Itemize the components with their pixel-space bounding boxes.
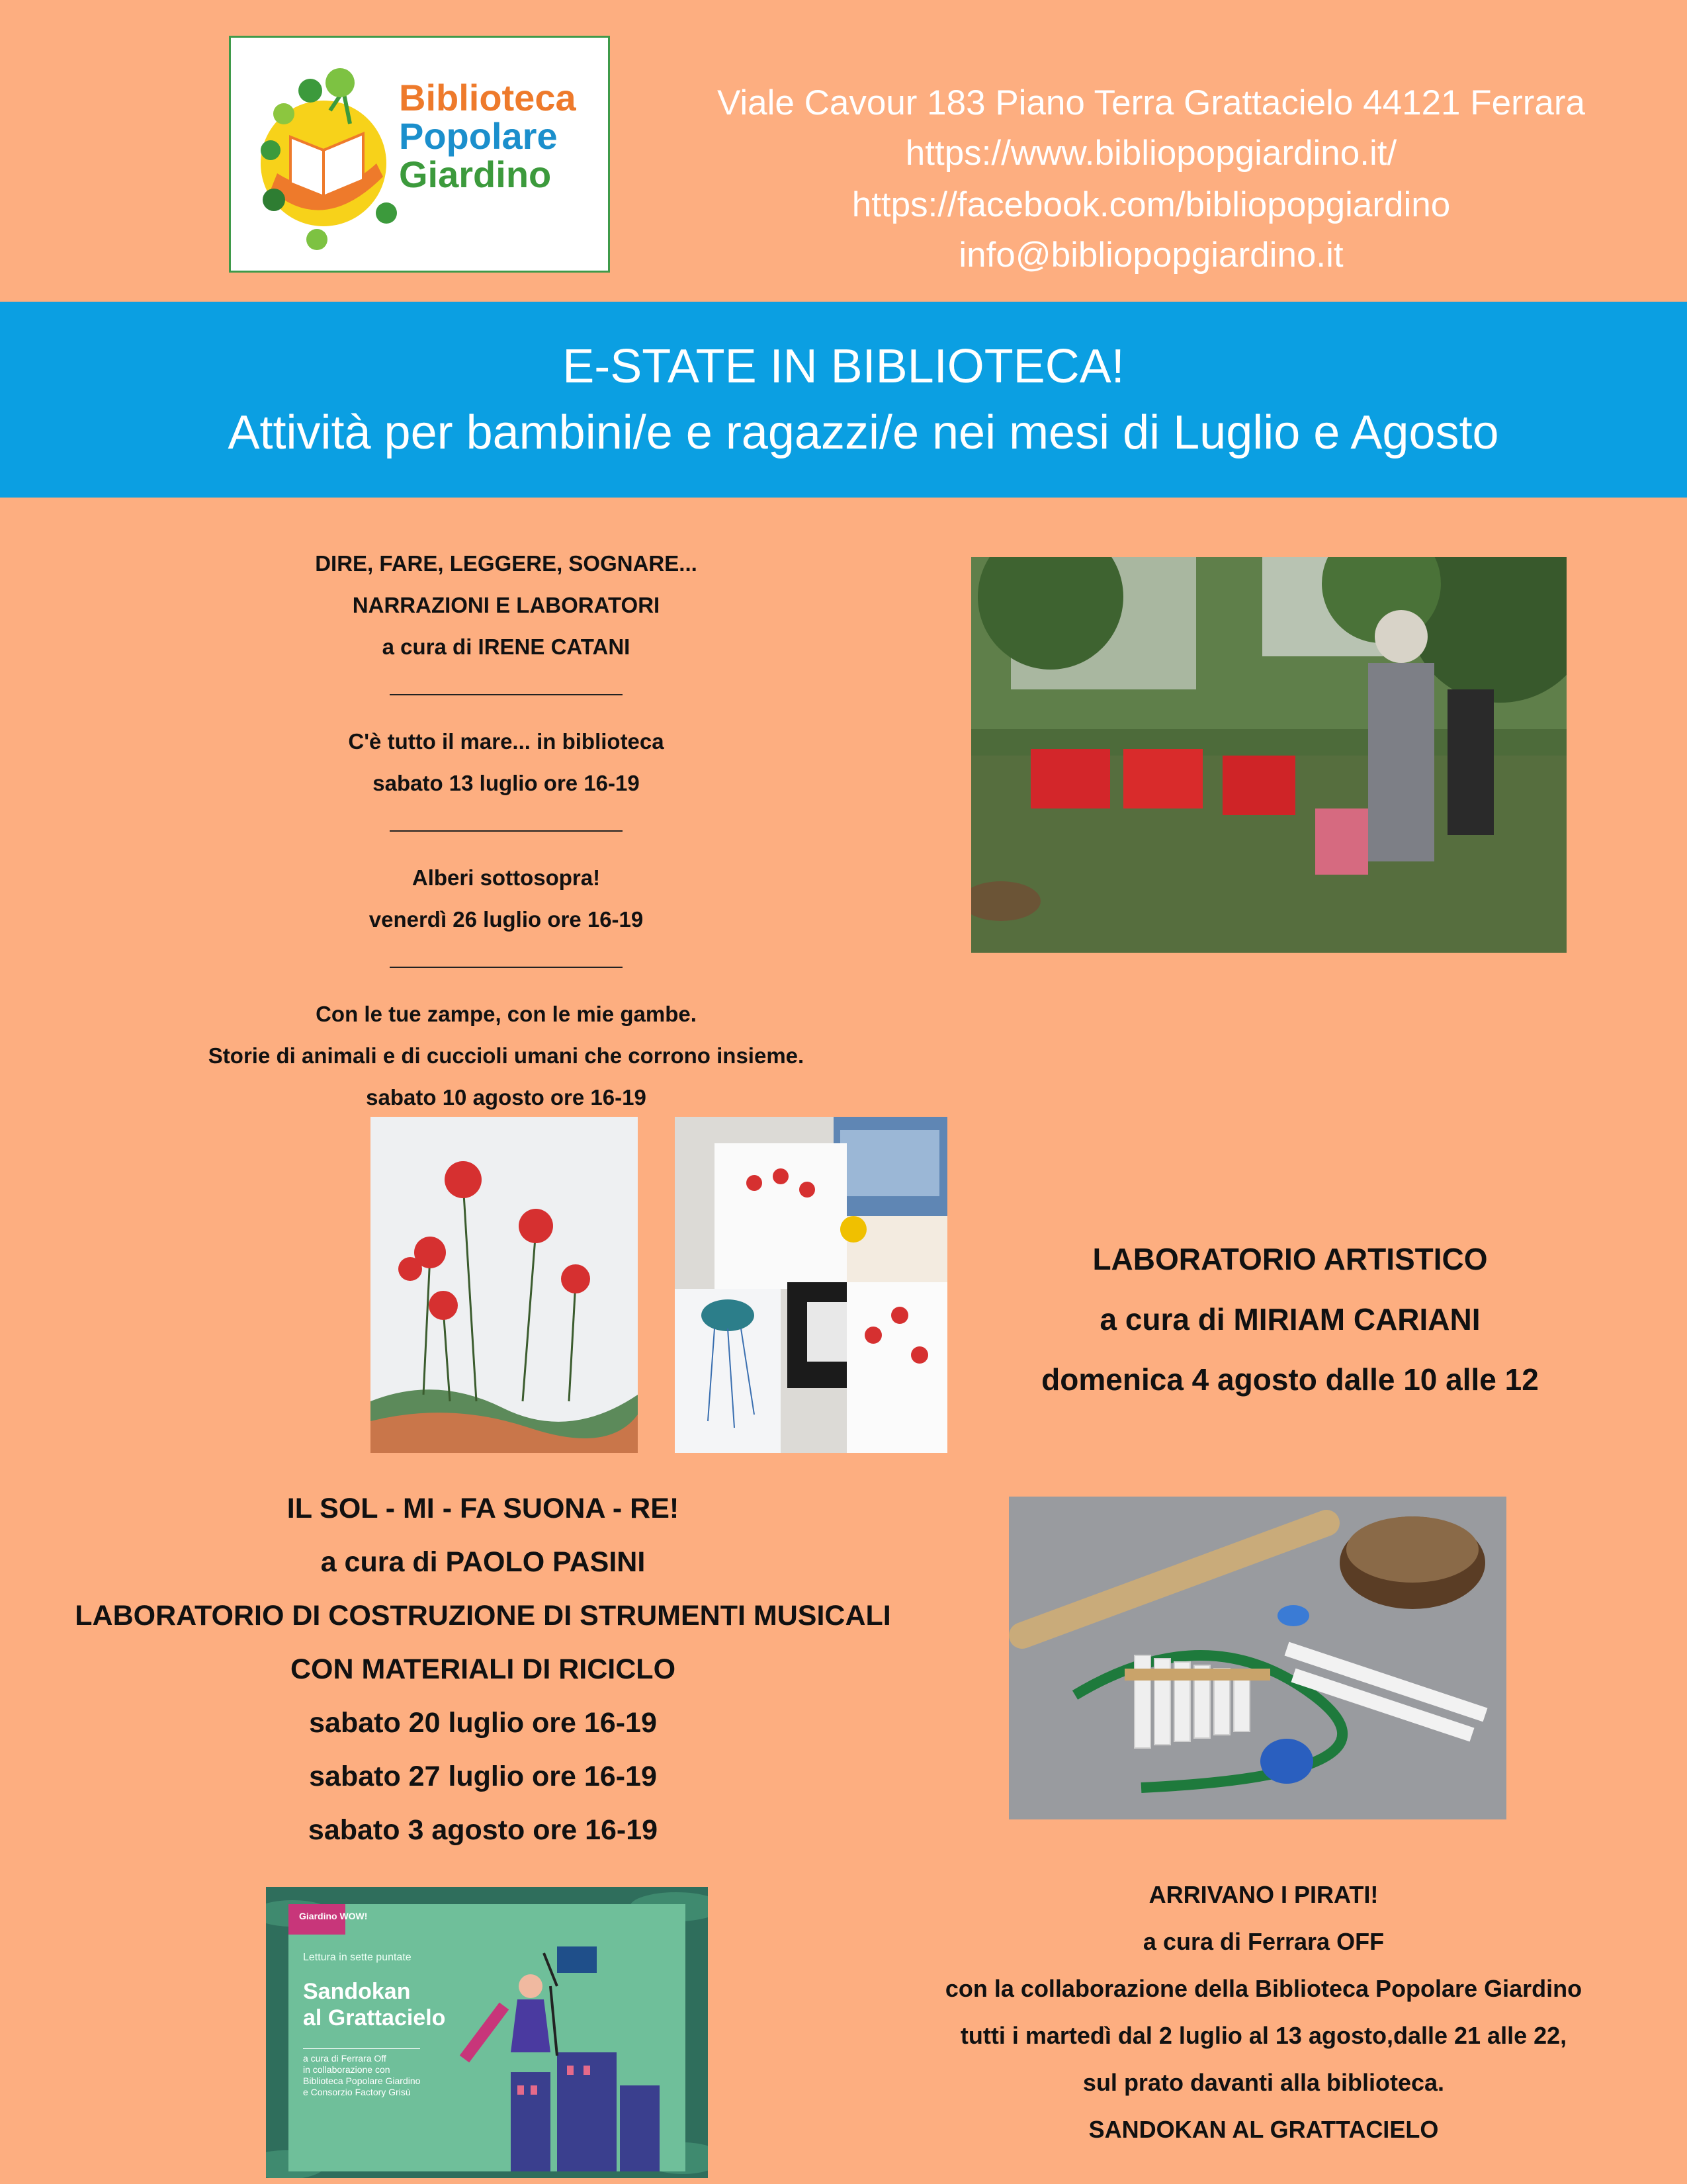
musica-description-1: LABORATORIO DI COSTRUZIONE DI STRUMENTI MUSICALI <box>75 1600 891 1632</box>
musica-date-2: sabato 27 luglio ore 16-19 <box>309 1761 657 1792</box>
poster-credit-4: e Consorzio Factory Grisù <box>303 2087 411 2097</box>
facebook-link[interactable]: https://facebook.com/bibliopopgiardino <box>851 185 1451 224</box>
event-1-title: C'è tutto il mare... in biblioteca <box>348 729 664 754</box>
narrazioni-heading-1: DIRE, FARE, LEGGERE, SOGNARE... <box>315 551 697 576</box>
logo-line-2: Popolare <box>399 115 558 157</box>
narrazioni-heading-2: NARRAZIONI E LABORATORI <box>352 593 660 617</box>
separator-line <box>390 694 623 695</box>
musica-section <box>26 1482 939 1857</box>
poster-title-line-1: Sandokan <box>303 1979 411 2004</box>
artistico-curator: a cura di MIRIAM CARIANI <box>1100 1302 1481 1336</box>
separator-line <box>390 967 623 968</box>
website-link[interactable]: https://www.bibliopopgiardino.it/ <box>905 134 1397 173</box>
park-reading-photo <box>971 557 1567 953</box>
book-tree-logo-icon <box>244 64 403 256</box>
watercolor-collage-photo <box>675 1117 947 1453</box>
poster-background-leaves-icon <box>266 1887 708 2178</box>
banner-title: E-STATE IN BIBLIOTECA! <box>562 340 1125 393</box>
address: Viale Cavour 183 Piano Terra Grattacielo 44121 Ferrara <box>716 83 1585 122</box>
poster-credit-2: in collaborazione con <box>303 2064 390 2075</box>
musica-curator: a cura di PAOLO PASINI <box>320 1546 646 1578</box>
banner-subtitle: Attività per bambini/e e ragazzi/e nei mesi di Luglio e Agosto <box>228 406 1499 459</box>
poster-kicker: Lettura in sette puntate <box>303 1952 411 1963</box>
poster-tag: Giardino WOW! <box>299 1911 368 1921</box>
narrazioni-heading-3: a cura di IRENE CATANI <box>382 634 630 659</box>
event-2-title: Alberi sottosopra! <box>411 865 601 890</box>
pirati-curator: a cura di Ferrara OFF <box>1143 1928 1385 1955</box>
email-link[interactable]: info@bibliopopgiardino.it <box>959 236 1344 275</box>
logo-line-1: Biblioteca <box>399 77 576 118</box>
pirati-section <box>873 1871 1654 2153</box>
musica-title: IL SOL - MI - FA SUONA - RE! <box>286 1493 679 1524</box>
event-1-date: sabato 13 luglio ore 16-19 <box>372 771 640 795</box>
logo-line-3: Giardino <box>399 153 552 195</box>
poster-credit-3: Biblioteca Popolare Giardino <box>303 2075 421 2086</box>
title-banner <box>0 302 1687 498</box>
artistico-date: domenica 4 agosto dalle 10 alle 12 <box>1041 1362 1539 1397</box>
artistico-title: LABORATORIO ARTISTICO <box>1092 1242 1488 1276</box>
event-2-date: venerdì 26 luglio ore 16-19 <box>368 907 644 932</box>
poster-credit-1: a cura di Ferrara Off <box>303 2053 386 2064</box>
event-3-date: sabato 10 agosto ore 16-19 <box>366 1085 646 1110</box>
event-3-title: Con le tue zampe, con le mie gambe. <box>316 1002 697 1026</box>
pirati-show-title: SANDOKAN AL GRATTACIELO <box>1088 2116 1439 2143</box>
poster-title-line-2: al Grattacielo <box>303 2005 446 2031</box>
musica-description-2: CON MATERIALI DI RICICLO <box>290 1653 676 1685</box>
poppy-painting-photo <box>370 1117 638 1453</box>
separator-line <box>390 830 623 832</box>
pirati-collaboration: con la collaborazione della Biblioteca Popolare Giardino <box>945 1975 1582 2002</box>
poster-title <box>303 1978 445 2031</box>
library-logo <box>229 36 610 273</box>
sandokan-poster <box>266 1887 708 2178</box>
event-3-subtitle: Storie di animali e di cuccioli umani che corrono insieme. <box>208 1043 804 1068</box>
pirati-location: sul prato davanti alla biblioteca. <box>1082 2069 1445 2096</box>
musica-date-3: sabato 3 agosto ore 16-19 <box>308 1814 658 1846</box>
narrazioni-section <box>119 543 893 1118</box>
musica-date-1: sabato 20 luglio ore 16-19 <box>309 1707 657 1739</box>
artistico-section <box>939 1229 1641 1410</box>
pirati-title: ARRIVANO I PIRATI! <box>1148 1881 1379 1908</box>
poster-credits <box>303 2048 420 2098</box>
instruments-photo <box>1009 1497 1506 1819</box>
pirati-schedule: tutti i martedì dal 2 luglio al 13 agosto,dalle 21 alle 22, <box>960 2022 1567 2049</box>
